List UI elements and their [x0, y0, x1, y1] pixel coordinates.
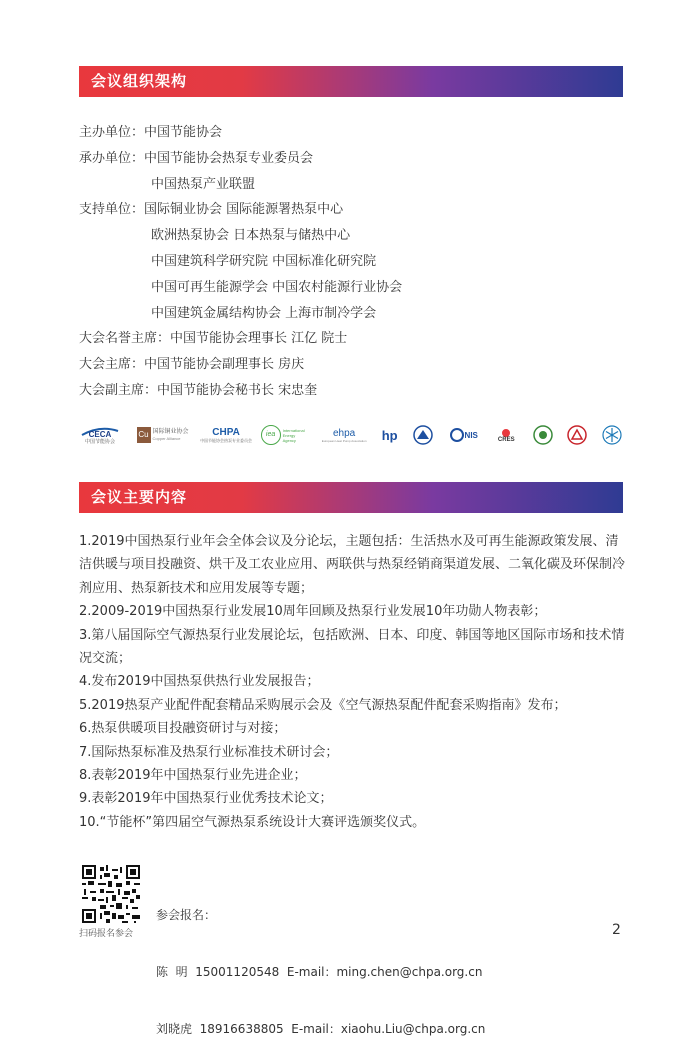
- vice-chair-row: 大会副主席：中国节能协会秘书长 宋忠奎: [79, 382, 318, 398]
- content-item: 3.第八届国际空气源热泵行业发展论坛，包括欧洲、日本、印度、韩国等地区国际市场和技术情况交流；: [79, 627, 625, 667]
- rural-energy-logo: [532, 422, 554, 448]
- content-item: 7.国际热泵标准及热泵行业标准技术研讨会；: [79, 744, 339, 760]
- building-logo: [412, 422, 434, 448]
- ehpa-logo: ehpa European Heat Pump Association: [321, 427, 367, 443]
- contact-line[interactable]: 陈 明 15001120548 E-mail：ming.chen@chpa.org.cn: [156, 965, 483, 979]
- iea-logo: iea International Energy Agency: [261, 422, 309, 448]
- content-item: 10.“节能杯”第四届空气源热泵系统设计大赛评选颁奖仪式。: [79, 814, 426, 830]
- content-item: 4.发布2019中国热泵供热行业发展报告；: [79, 674, 320, 690]
- support-row: 支持单位：国际铜业协会 国际能源署热泵中心: [79, 202, 344, 218]
- chair-row: 大会主席：中国节能协会副理事长 房庆: [79, 357, 305, 373]
- registration-contacts: [156, 868, 485, 1058]
- content-item: 9.表彰2019年中国热泵行业优秀技术论文；: [79, 791, 333, 807]
- organizer-row: 中国热泵产业联盟: [151, 176, 256, 192]
- snowflake-icon: [602, 425, 622, 445]
- register-label: 参会报名：: [156, 908, 217, 922]
- qr-code-icon[interactable]: [82, 865, 140, 923]
- content-item: 6.热泵供暖项目投融资研讨与对接；: [79, 721, 287, 737]
- hp-logo: hp: [381, 427, 398, 443]
- wreath-emblem-icon: [533, 425, 553, 445]
- content-item: 5.2019热泵产业配件配套精品采购展示会及《空气源热泵配件配套采购指南》发布；: [79, 697, 567, 713]
- icaa-logo: Cu 国际铜业协会 Copper Alliance: [138, 429, 189, 441]
- host-row: 主办单位：中国节能协会: [79, 125, 223, 140]
- sun-icon: [500, 427, 512, 437]
- contact-line[interactable]: 刘晓虎 18916638805 E-mail：xiaohu.Liu@chpa.org.cn: [156, 1022, 486, 1036]
- section-title-main-content: 会议主要内容: [79, 482, 623, 513]
- support-row: 中国建筑科学研究院 中国标准化研究院: [151, 253, 377, 269]
- support-row: 欧洲热泵协会 日本热泵与储热中心: [151, 228, 351, 244]
- ceca-logo: CECA 中国节能协会: [79, 422, 121, 448]
- page-number: 2: [612, 922, 621, 938]
- organization-list: [79, 120, 402, 404]
- main-content-list: [79, 530, 627, 834]
- cres-logo: CRES: [493, 422, 519, 448]
- support-row: 中国可再生能源学会 中国农村能源行业协会: [151, 279, 403, 295]
- support-row: 中国建筑金属结构协会 上海市制冷学会: [151, 305, 377, 321]
- chpa-logo: CHPA 中国节能协会热泵专业委员会: [200, 427, 253, 443]
- metal-structure-logo: [566, 422, 588, 448]
- qr-caption: 扫码报名参会: [79, 929, 134, 939]
- content-item: 2.2009-2019中国热泵行业发展10周年回顾及热泵行业发展10年功勋人物表彰；: [79, 604, 547, 620]
- organizer-row: 承办单位：中国节能协会热泵专业委员会: [79, 150, 314, 166]
- sponsor-logos: [79, 421, 623, 449]
- nis-emblem-icon: [450, 428, 464, 442]
- nis-logo: NIS: [447, 422, 481, 448]
- honorary-chair-row: 大会名誉主席：中国节能协会理事长 江亿 院士: [79, 331, 348, 347]
- section-title-organization: 会议组织架构: [79, 66, 623, 97]
- building-emblem-icon: [413, 425, 433, 445]
- refrigeration-logo: [601, 422, 623, 448]
- content-item: 1.2019中国热泵行业年会全体会议及分论坛，主题包括：生活热水及可再生能源政策发展、清洁供暖与项目投融资、烘干及工农业应用、两联供与热泵经销商渠道发展、二氧化碳及环保制冷剂应用、热泵新技术和应用发展等专题；: [79, 534, 626, 596]
- triangle-emblem-icon: [567, 425, 587, 445]
- content-item: 8.表彰2019年中国热泵行业先进企业；: [79, 768, 307, 784]
